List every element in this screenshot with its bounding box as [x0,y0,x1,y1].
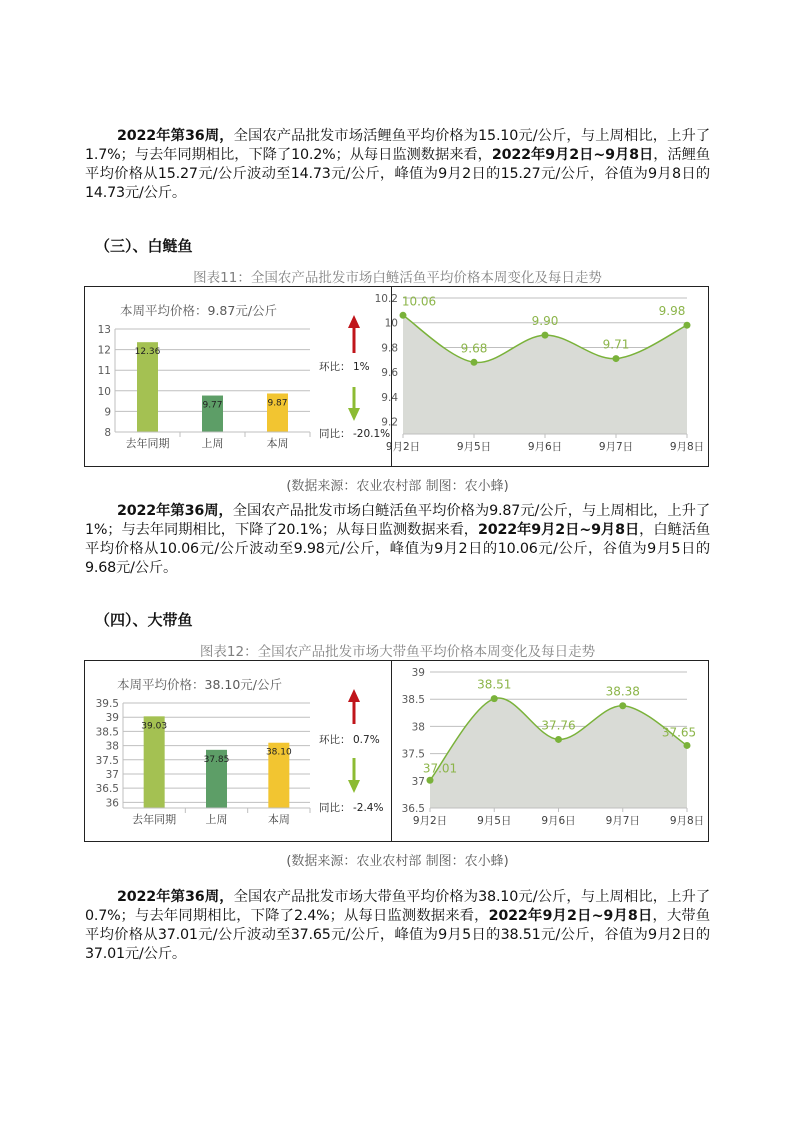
bar-value-label: 9.87 [267,398,288,409]
paragraph-dates: 2022年9月2日~9月8日 [491,147,654,163]
data-label: 9.90 [531,314,559,329]
data-label: 9.71 [602,337,630,352]
data-label: 37.65 [661,725,697,740]
figure-source: (数据来源：农业农村部 制图：农小蜂) [286,479,509,494]
x-tick-label: 9月6日 [541,815,576,827]
paragraph-body: ，大带鱼平均价格从37.01元/公斤波动至37.65元/公斤，峰值为9月5日的38.51元/公斤，谷值为9月2日的37.01元/公斤。 [85,908,710,962]
y-tick-label: 39 [105,712,119,725]
up-arrow-icon [348,689,360,702]
y-tick-label: 36.5 [95,783,119,796]
data-point [491,695,498,702]
up-arrow-icon [353,327,356,353]
x-tick-label: 9月7日 [598,441,634,453]
bar-value-label: 12.36 [134,347,161,358]
x-tick-label: 本周 [267,813,290,826]
up-arrow-icon [353,701,356,724]
paragraph-lead: 2022年第36周， [117,889,234,905]
y-tick-label: 39.5 [95,698,119,710]
data-point [619,702,626,709]
mom-value: 0.7% [353,734,380,746]
data-label: 10.06 [401,294,437,309]
mom-label: 环比： [319,734,351,746]
bar-value-label: 9.77 [202,400,223,411]
section-title-silver-carp: （三）、白鲢鱼 [95,237,193,255]
paragraph-lead: 2022年第36周， [117,503,233,519]
yoy-label: 同比： [319,802,351,814]
figure-12 [84,660,709,842]
y-tick-label: 13 [97,324,111,336]
y-tick-label: 8 [104,427,111,439]
y-tick-label: 9.2 [381,416,398,429]
y-tick-label: 10 [97,385,111,398]
bar-chart-title: 本周平均价格：9.87元/公斤 [120,303,278,318]
x-tick-label: 去年同期 [125,437,170,450]
data-point [400,312,407,319]
paragraph-body: ，活鲤鱼平均价格从15.27元/公斤波动至14.73元/公斤，峰值为9月2日的15.27元/公斤，谷值为9月8日的14.73元/公斤。 [85,147,711,201]
y-tick-label: 38 [105,740,119,753]
paragraph-body: 全国农产品批发市场白鲢活鱼平均价格为9.87元/公斤，与上周相比，上升了1%；与去年同期相比，下降了20.1%；从每日监测数据来看， [85,503,711,538]
figure-source: (数据来源：农业农村部 制图：农小蜂) [286,854,509,869]
mom-label: 环比： [319,361,351,373]
x-tick-label: 9月7日 [605,815,640,827]
x-tick-label: 上周 [205,813,228,826]
bar-chart-title: 本周平均价格：38.10元/公斤 [117,677,282,692]
paragraph-body: ，白鲢活鱼平均价格从10.06元/公斤波动至9.98元/公斤，峰值为9月2日的10.06元/公斤，谷值为9月5日的9.68元/公斤。 [85,522,711,576]
bar-value-label: 39.03 [141,721,168,732]
yoy-value: -20.1% [353,428,391,440]
y-tick-label: 39 [411,667,425,679]
paragraph-carp [85,127,710,203]
y-tick-label: 37 [105,768,119,781]
figure-12-chart [85,661,710,843]
down-arrow-icon [353,387,356,409]
y-tick-label: 36 [105,797,119,810]
y-tick-label: 9 [104,406,111,419]
paragraph-hairtail [85,888,710,964]
y-tick-label: 10.2 [374,293,398,305]
data-point [555,736,562,743]
x-tick-label: 9月5日 [477,815,512,827]
section-title-hairtail: （四）、大带鱼 [95,611,193,629]
down-arrow-icon [353,758,356,781]
data-label: 9.68 [460,341,488,356]
data-point [684,322,691,329]
y-tick-label: 37 [411,775,425,788]
figure-divider [391,661,392,841]
paragraph-dates: 2022年9月2日~9月8日 [488,908,653,924]
yoy-label: 同比： [319,428,351,440]
y-tick-label: 38.5 [95,726,119,739]
data-point [542,332,549,339]
y-tick-label: 11 [97,365,111,378]
data-point [427,777,434,784]
down-arrow-icon [348,780,360,793]
data-label: 38.38 [605,684,640,699]
figure-caption: 图表11：全国农产品批发市场白鲢活鱼平均价格本周变化及每日走势 [193,270,602,286]
data-label: 37.01 [422,761,458,776]
area-fill [430,698,687,808]
paragraph-dates: 2022年9月2日~9月8日 [478,522,640,538]
paragraph-body: 全国农产品批发市场大带鱼平均价格为38.10元/公斤，与上周相比，上升了0.7%；与去年同期相比，下降了2.4%；从每日监测数据来看， [85,889,710,924]
y-tick-label: 37.5 [95,754,119,767]
x-tick-label: 9月5日 [456,441,492,453]
figure-11 [84,286,709,467]
mom-value: 1% [353,361,370,373]
x-tick-label: 9月8日 [669,815,705,827]
y-tick-label: 9.8 [381,342,398,355]
paragraph-silver-carp [85,502,710,578]
down-arrow-icon [348,408,360,421]
figure-divider [391,287,392,466]
figure-11-chart [85,287,710,468]
x-tick-label: 9月2日 [385,441,421,453]
y-tick-label: 38.5 [401,694,425,707]
x-tick-label: 上周 [201,437,224,450]
y-tick-label: 9.4 [381,391,398,404]
bar-value-label: 37.85 [203,754,230,765]
up-arrow-icon [348,315,360,328]
x-tick-label: 9月2日 [412,815,448,827]
data-point [684,742,691,749]
data-label: 37.76 [541,718,576,733]
y-tick-label: 36.5 [401,803,425,815]
data-point [471,359,478,366]
x-tick-label: 9月6日 [527,441,563,453]
paragraph-body: 全国农产品批发市场活鲤鱼平均价格为15.10元/公斤，与上周相比，上升了1.7%；与去年同期相比，下降了10.2%；从每日监测数据来看， [85,128,710,163]
x-tick-label: 9月8日 [669,441,705,453]
bar-value-label: 38.10 [265,747,292,758]
data-point [613,355,620,362]
x-tick-label: 去年同期 [132,813,177,826]
data-label: 9.98 [658,304,686,319]
y-tick-label: 38 [411,721,425,734]
y-tick-label: 37.5 [401,748,425,761]
yoy-value: -2.4% [353,802,384,814]
paragraph-lead: 2022年第36周， [117,128,234,144]
y-tick-label: 9.6 [381,367,398,380]
x-tick-label: 本周 [266,437,289,450]
data-label: 38.51 [477,677,512,692]
figure-caption: 图表12：全国农产品批发市场大带鱼平均价格本周变化及每日走势 [199,644,596,660]
y-tick-label: 12 [97,344,111,357]
y-tick-label: 10 [384,317,398,330]
